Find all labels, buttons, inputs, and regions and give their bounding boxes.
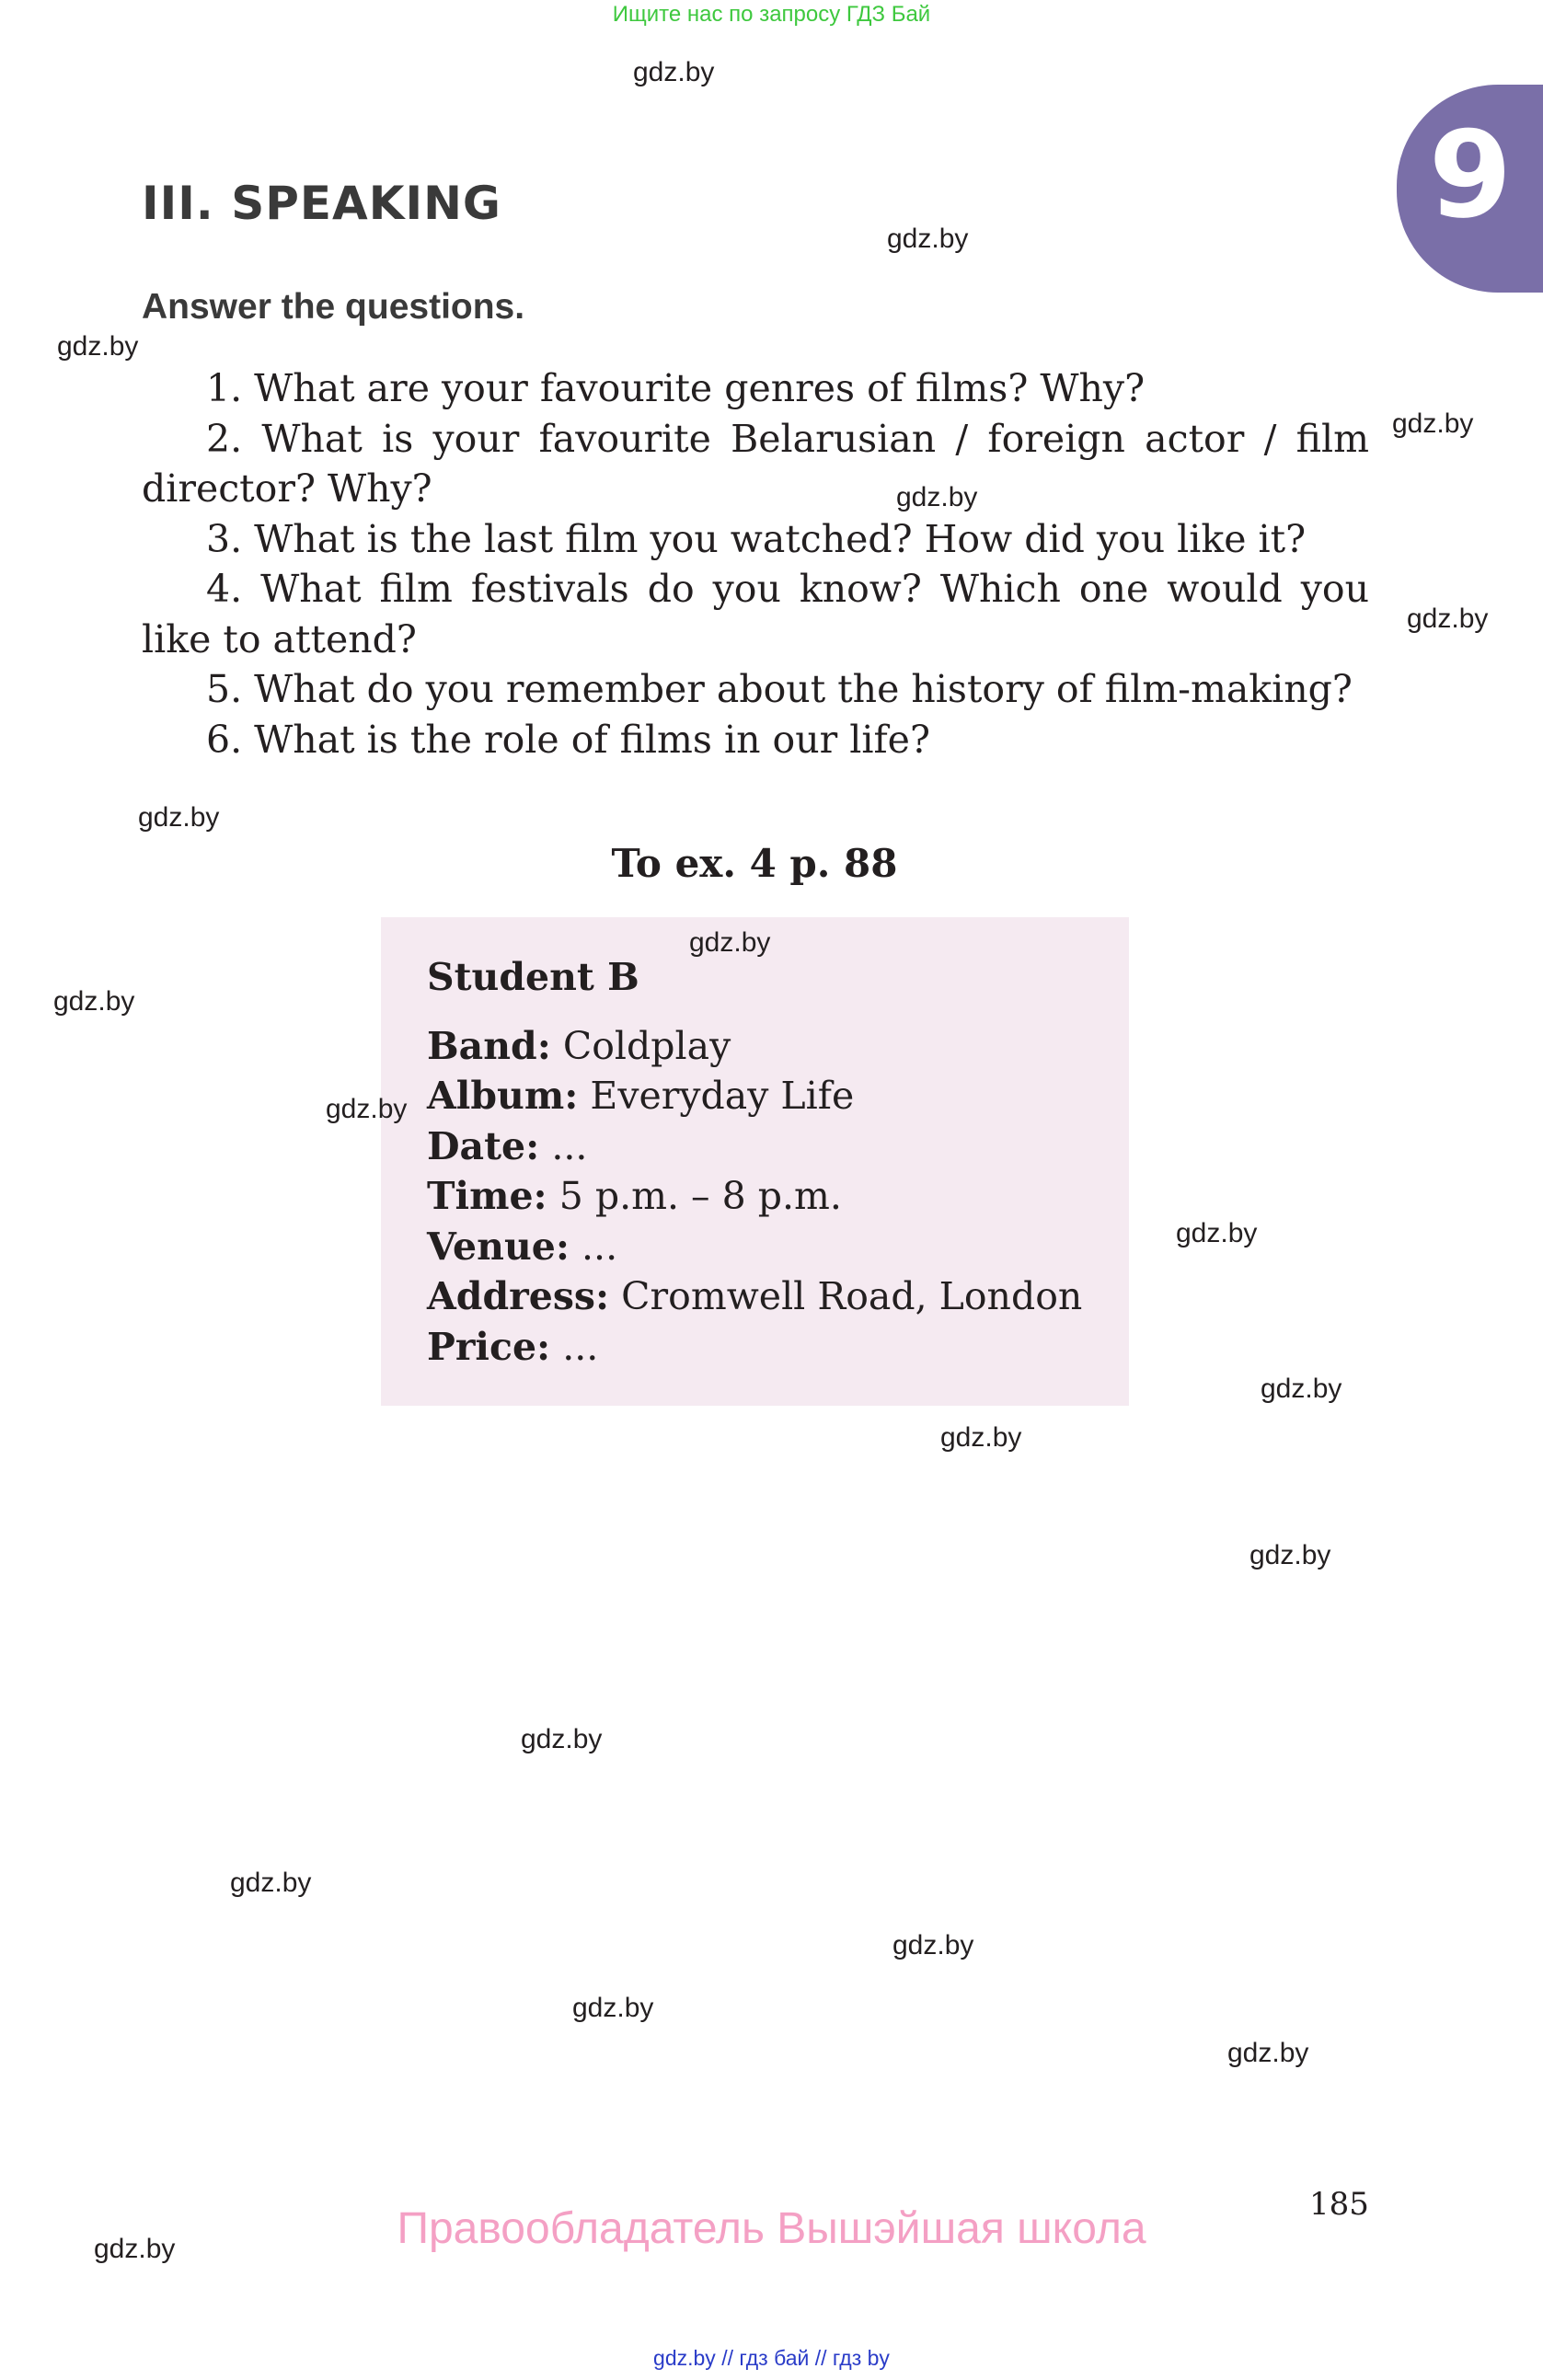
card-value: Everyday Life — [578, 1074, 855, 1118]
watermark: gdz.by — [1227, 2038, 1309, 2068]
watermark: gdz.by — [1407, 604, 1489, 634]
chapter-tab — [1397, 85, 1543, 293]
card-value: ... — [569, 1224, 618, 1269]
card-row-venue — [427, 1222, 1082, 1272]
rights-holder: Правообладатель Вышэйшая школа — [397, 2204, 1146, 2253]
card-row-date — [427, 1121, 1082, 1172]
section-title: III. SPEAKING — [142, 177, 501, 230]
page-number: 185 — [1309, 2186, 1369, 2223]
chapter-number: 9 — [1428, 105, 1513, 245]
question-1: 1. What are your favourite genres of films? Why? — [206, 366, 1146, 410]
watermark: gdz.by — [1261, 1374, 1342, 1404]
watermark: gdz.by — [633, 57, 715, 87]
card-value: 5 p.m. – 8 p.m. — [547, 1174, 842, 1218]
watermark: gdz.by — [326, 1094, 408, 1124]
card-value: Coldplay — [550, 1023, 731, 1068]
watermark: gdz.by — [53, 986, 135, 1017]
card-label: Time: — [427, 1174, 547, 1218]
card-value: ... — [539, 1123, 588, 1168]
watermark: gdz.by — [1176, 1218, 1258, 1248]
student-b-card — [381, 917, 1129, 1406]
footer-links: gdz.by // гдз бай // гдз by — [653, 2346, 890, 2370]
watermark: gdz.by — [896, 482, 978, 512]
watermark: gdz.by — [94, 2234, 176, 2264]
card-label: Date: — [427, 1123, 540, 1168]
watermark: gdz.by — [940, 1422, 1022, 1453]
watermark: gdz.by — [689, 927, 771, 958]
card-label: Price: — [427, 1324, 551, 1369]
card-value: ... — [550, 1324, 599, 1369]
watermark: gdz.by — [230, 1868, 312, 1898]
question-2: 2. What is your favourite Belarusian / foreign actor / film director? Why? — [142, 416, 1369, 511]
instruction: Answer the questions. — [142, 287, 525, 327]
card-row-price — [427, 1322, 1082, 1373]
card-row-time — [427, 1171, 1082, 1222]
question-3: 3. What is the last film you watched? How did you like it? — [206, 516, 1307, 561]
question-5: 5. What do you remember about the history of film-making? — [206, 667, 1353, 711]
watermark: gdz.by — [57, 331, 139, 362]
card-row-band — [427, 1021, 1082, 1072]
watermark: gdz.by — [572, 1993, 654, 2023]
card-row-address — [427, 1271, 1082, 1322]
watermark: gdz.by — [1249, 1540, 1331, 1570]
watermark: gdz.by — [1392, 408, 1474, 439]
question-6: 6. What is the role of films in our life? — [206, 717, 930, 762]
card-heading: Student B — [427, 955, 639, 999]
card-label: Venue: — [427, 1224, 570, 1269]
watermark: gdz.by — [887, 224, 969, 254]
watermark: gdz.by — [521, 1724, 603, 1754]
card-label: Address: — [427, 1274, 610, 1318]
card-row-album — [427, 1071, 1082, 1121]
top-banner: Ищите нас по запросу ГДЗ Бай — [612, 2, 931, 27]
card-label: Album: — [427, 1074, 579, 1118]
card-value: Cromwell Road, London — [609, 1274, 1083, 1318]
watermark: gdz.by — [892, 1930, 974, 1960]
exercise-reference: To ex. 4 p. 88 — [611, 841, 898, 886]
card-label: Band: — [427, 1023, 551, 1068]
watermark: gdz.by — [138, 802, 220, 833]
question-list — [142, 363, 1369, 765]
question-4: 4. What film festivals do you know? Which one would you like to attend? — [142, 567, 1369, 661]
